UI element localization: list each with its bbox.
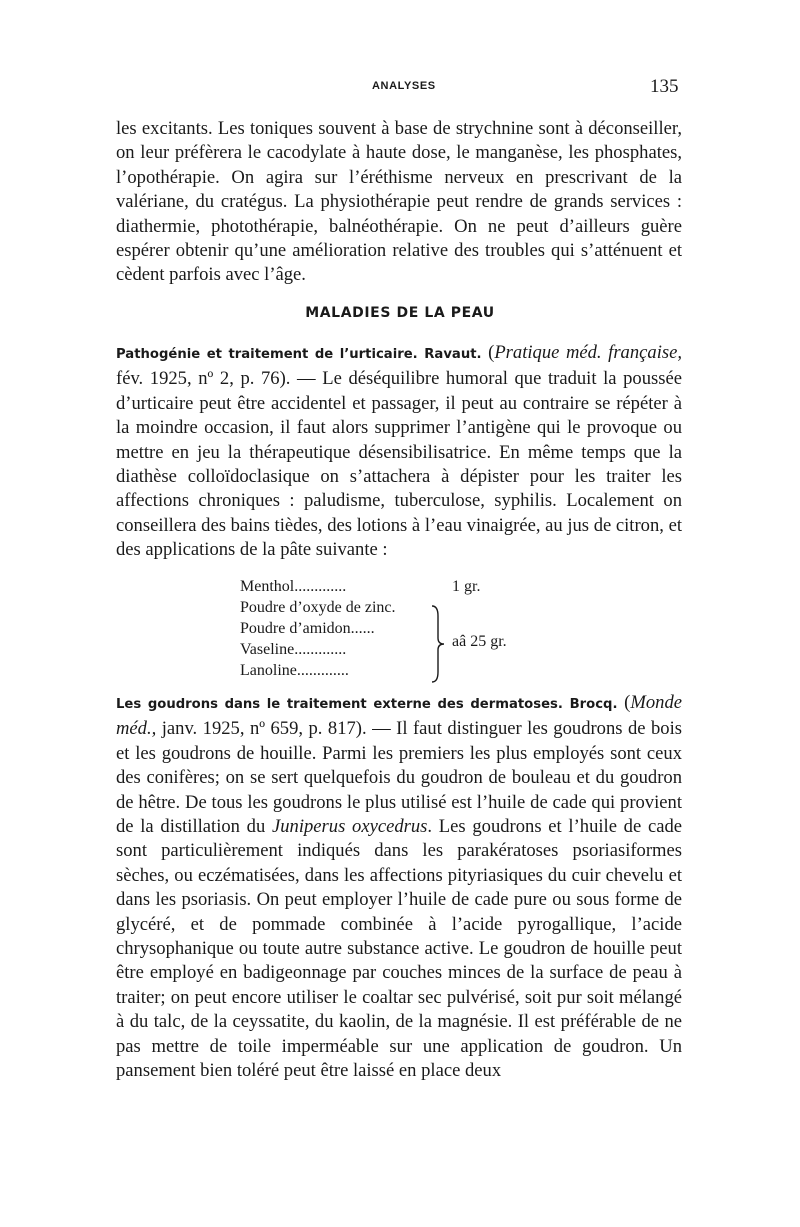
section-heading: MALADIES DE LA PEAU — [305, 305, 495, 321]
article-author: Brocq. — [569, 697, 618, 712]
article-goudrons — [116, 691, 682, 1084]
article-title: Les goudrons dans le traitement externe des dermatoses. — [116, 697, 563, 712]
journal-name: Pratique méd. française, — [494, 342, 682, 363]
ingredient-name: Menthol............. — [240, 578, 347, 595]
recipe-row — [240, 660, 580, 681]
curly-brace-icon — [430, 604, 446, 684]
ingredient-name: Lanoline............. — [240, 662, 349, 679]
page-number: 135 — [650, 76, 679, 97]
citation-open: ( — [488, 342, 495, 363]
recipe-row — [240, 597, 580, 618]
citation-details: fév. 1925, nº 2, p. 76). — [116, 368, 291, 390]
recipe-row — [240, 639, 580, 660]
article-goudrons-paragraph — [116, 691, 682, 1084]
article-body-continued: . Les goudrons et l’huile de cade sont particulièrement indiqués dans les parakératoses psoriasiformes sèches, ou eczématisées, dans les affections pityriasiques du cuir chevelu et dans les psoriasis. On peut employer l’huile de cade pure ou sous forme de glycéré, et de pommade combinée à l’acide pyrogallique, l’acide chrysophanique ou toute autre substance active. Le goudron de houille peut être employé en badigeonnage par couches minces de la surface de peau à traiter; on peut encore utiliser le coaltar sec pulvérisé, soit pur soit mélangé à du talc, de la ceyssatite, du kaolin, de la magnésie. Il est préférable de ne pas mettre de toile imperméable sur une application de goudron. Un pansement bien toléré peut être laissé en place deux — [116, 816, 683, 1082]
recipe-formula — [240, 576, 580, 681]
recipe-row — [240, 576, 580, 597]
running-header — [0, 0, 800, 100]
species-name: Juniperus oxycedrus — [271, 816, 428, 838]
ingredient-name: Poudre d’oxyde de zinc. — [240, 599, 396, 616]
article-body: — Il faut distinguer les goudrons de bois et les goudrons de houille. Parmi les premiers les plus employés sont ceux des conifères; on se sert quelquefois du goudron de bouleau et du goudron de hêtre. De tous les goudrons le plus utilisé est l’huile de cade qui provient de la distillation du — [116, 718, 682, 838]
citation-details: janv. 1925, nº 659, p. 817). — [156, 718, 367, 740]
ingredient-quantity: 1 gr. — [452, 578, 481, 595]
running-title: ANALYSES — [372, 80, 436, 92]
article-title: Pathogénie et traitement de l’urticaire. — [116, 347, 418, 362]
recipe-row — [240, 618, 580, 639]
article-body: — Le déséquilibre humoral que traduit la poussée d’urticaire peut être accidentel et passager, il peut au contraire se répéter à la moindre occasion, il faut alors supprimer l’antigène qui le provoque ou mettre en jeu la thérapeutique désensibilisatrice. En même temps que la diathèse colloïdoclasique on s’attachera à dépister pour les traiter les affections chroniques : paludisme, tuberculose, syphilis. Localement on conseillera des bains tièdes, des lotions à l’eau vinaigrée, au jus de citron, et des applications de la pâte suivante : — [116, 368, 682, 561]
citation-open: ( — [624, 692, 631, 713]
article-urticaire — [116, 341, 682, 563]
grouped-quantity: aâ 25 gr. — [452, 633, 507, 650]
article-author: Ravaut. — [424, 347, 482, 362]
intro-paragraph-block — [116, 117, 682, 288]
ingredient-name: Poudre d’amidon...... — [240, 620, 375, 637]
journal-name: Monde méd., — [116, 692, 682, 740]
article-urticaire-paragraph — [116, 341, 682, 563]
ingredient-name: Vaseline............. — [240, 641, 347, 658]
intro-paragraph: les excitants. Les toniques souvent à base de strychnine sont à déconseiller, on leur préfèrera le cacodylate à haute dose, le manganèse, les phosphates, l’opothérapie. On agira sur l’éréthisme nerveux en prescrivant de la valériane, du cratégus. La physiothérapie peut rendre de grands services : diathermie, photothérapie, balnéothérapie. On ne peut d’ailleurs guère espérer obtenir qu’une amélioration relative des troubles qui s’atténuent et cèdent parfois avec l’âge. — [116, 118, 682, 286]
